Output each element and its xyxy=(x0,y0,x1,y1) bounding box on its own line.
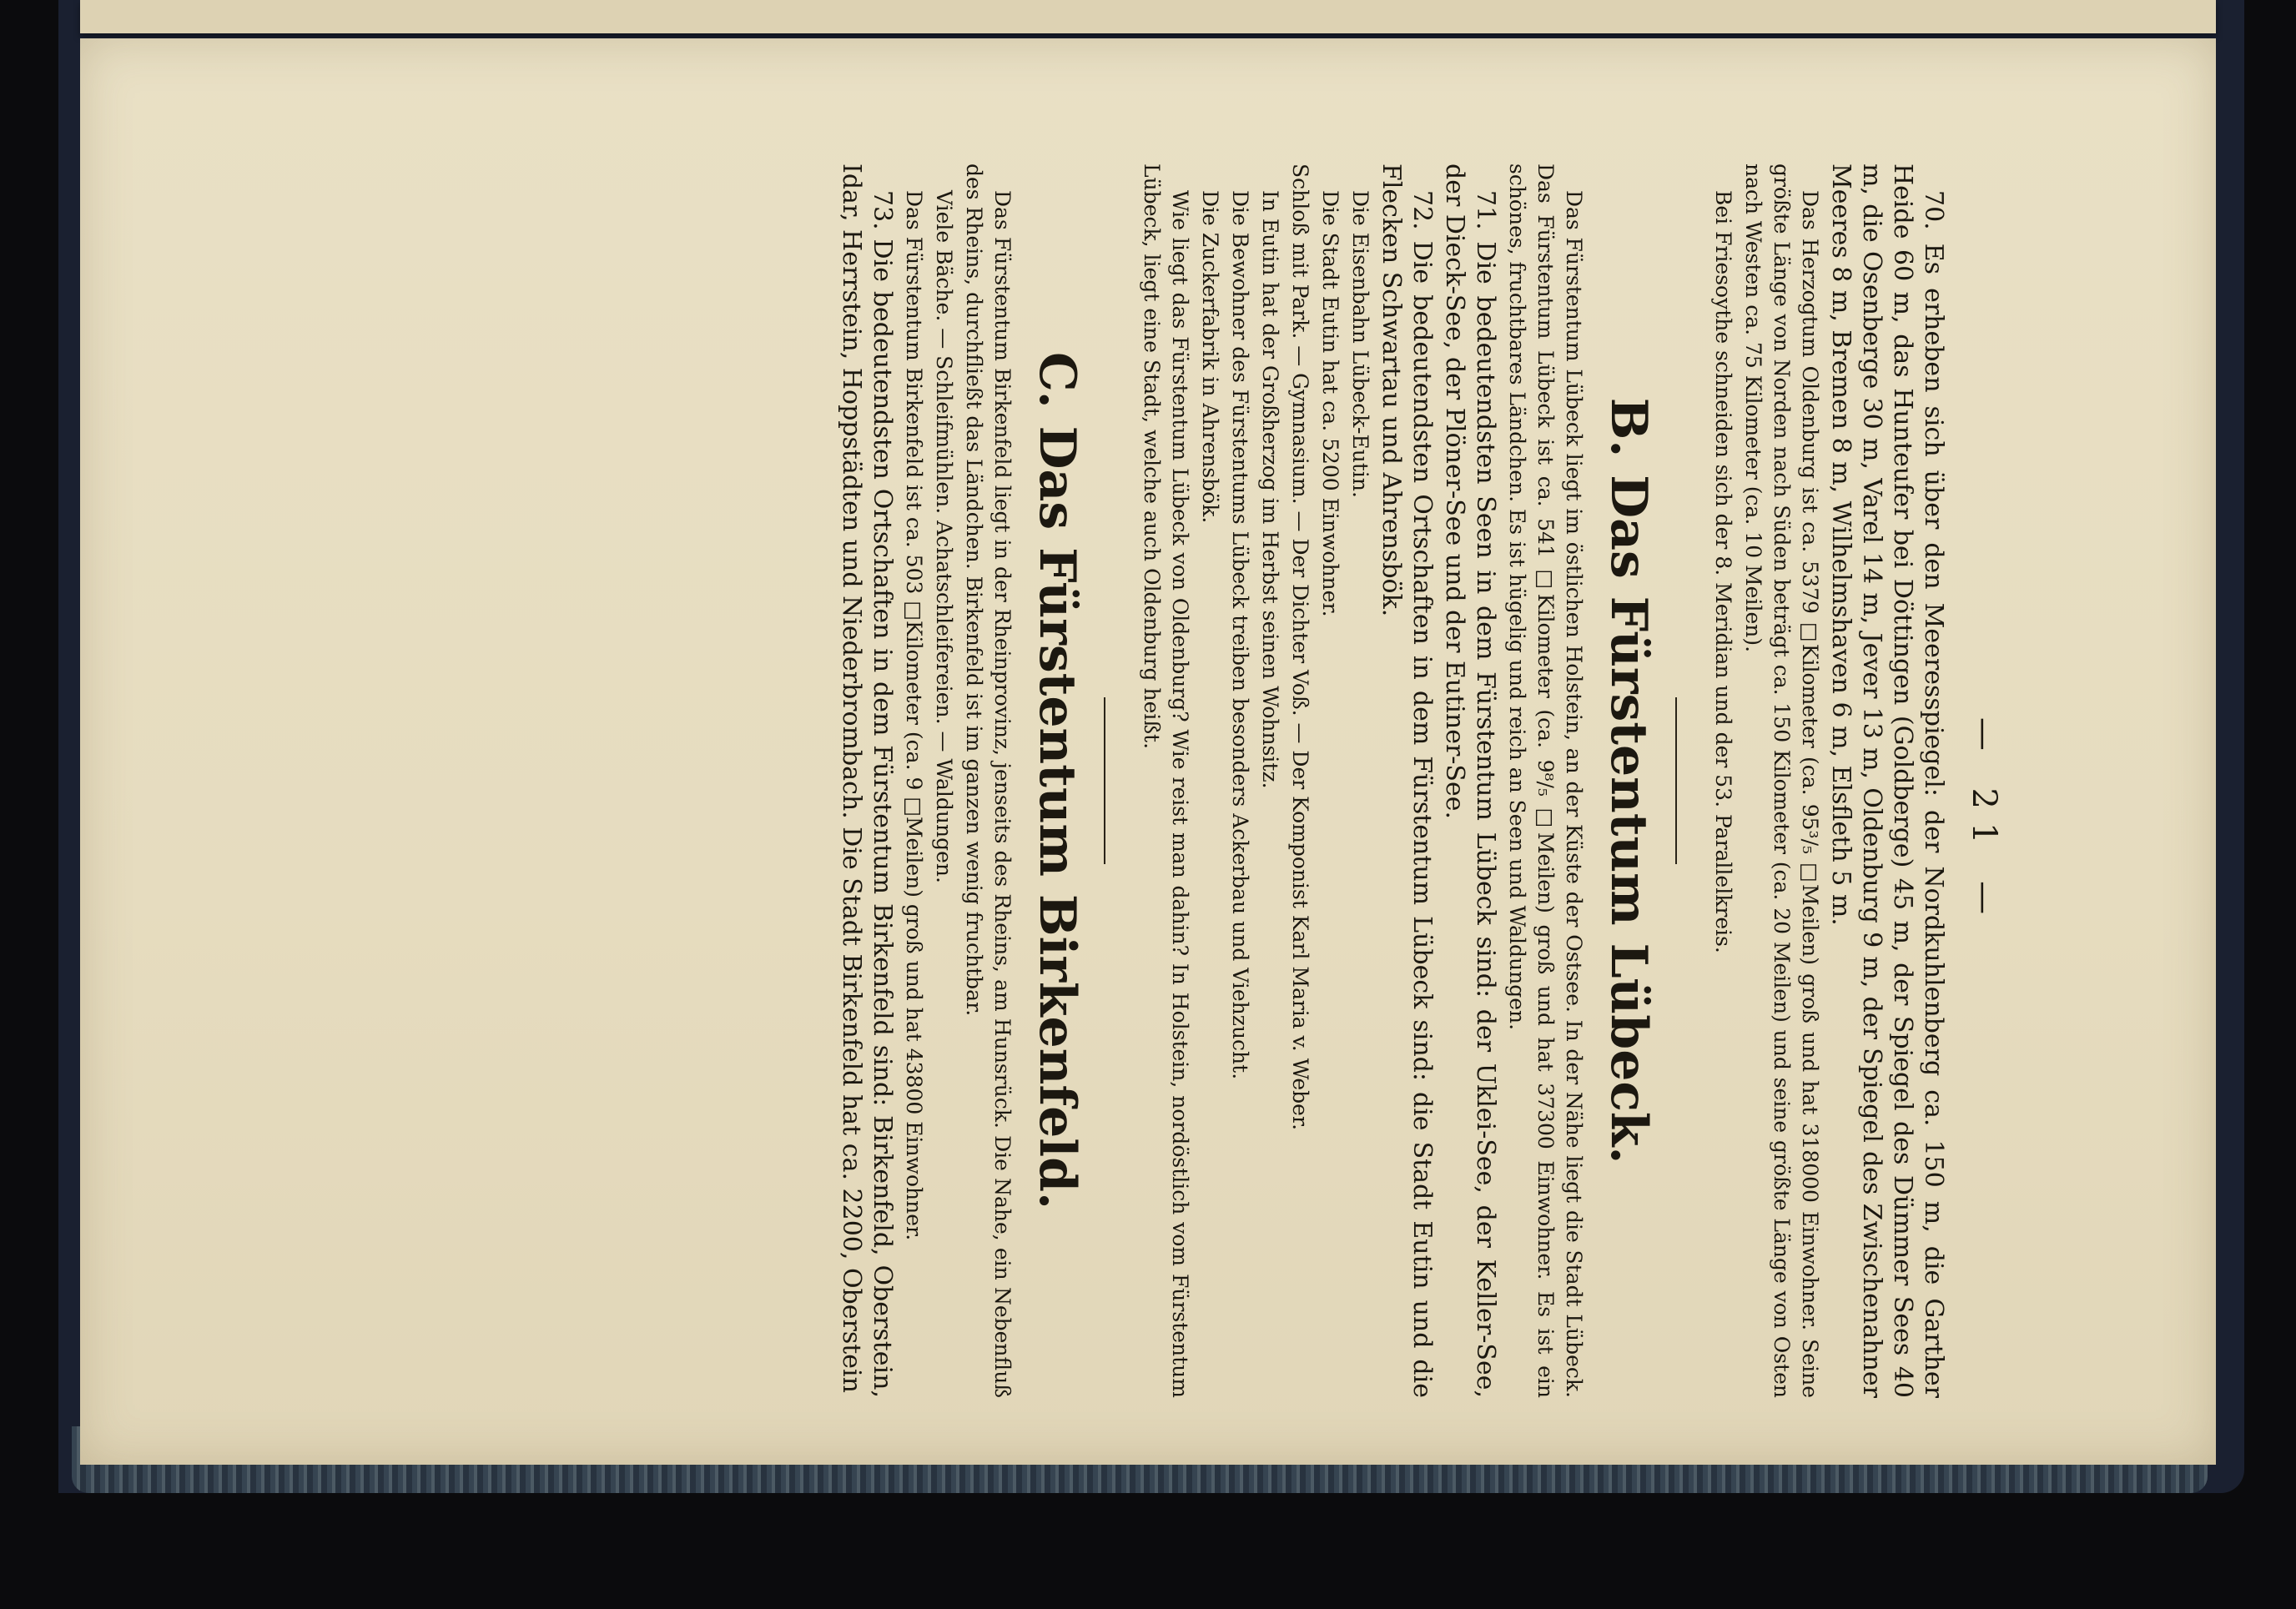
heading-luebeck: B. Das Fürstentum Lübeck. xyxy=(1599,397,1658,1164)
note-meridian: Bei Friesoythe schneiden sich der 8. Meridian und der 53. Parallelkreis. xyxy=(1711,190,1735,953)
note-sugar-factory: Die Zuckerfabrik in Ahrensbök. xyxy=(1198,190,1222,524)
rotated-text-frame xyxy=(305,163,2003,1398)
book-page xyxy=(80,38,2216,1465)
note-questions: Wie liegt das Fürstentum Lübeck von Oldenburg? Wie reist man dahin? In Holstein, nordöstlich vom Fürstentum Lübeck, liegt eine Stadt, welche auch Oldenburg heißt. xyxy=(1140,163,1192,1398)
paragraph-71: 71. Die bedeutendsten Seen in dem Fürstentum Lübeck sind: der Uklei-See, der Keller-See, der Dieck-See, der Plöner-See und der Eutiner-See. xyxy=(1440,163,1500,1398)
paragraph-73: 73. Die bedeutendsten Ortschaften in dem Fürstentum Birkenfeld sind: Birkenfeld, Oberstein, Idar, Herrstein, Hoppstädten und Niederbrombach. Die Stadt Birkenfeld hat ca. 2200, Oberstein xyxy=(837,163,897,1398)
paragraph-70: 70. Es erheben sich über den Meeresspiegel: der Nordkuhlenberg ca. 150 m, die Garther Heide 60 m, das Hunteufer bei Döttingen (Goldberge) 45 m, der Spiegel des Dümmer Sees 40 m, die Osenberge 30 m, Varel 14 m, Jever 13 m, Oldenburg 9 m, der Spiegel des Zwischenahner Meeres 8 m, Bremen 8 m, Wilhelmshaven 6 m, Elsfleth 5 m. xyxy=(1826,163,1948,1398)
page-number: — 21 — xyxy=(1965,717,2003,928)
note-eutin-population: Die Stadt Eutin hat ca. 5200 Einwohner. xyxy=(1318,190,1342,617)
note-grand-duke: In Eutin hat der Großherzog im Herbst seinen Wohnsitz. xyxy=(1258,190,1282,789)
section-divider-2 xyxy=(1104,697,1105,864)
note-railway: Die Eisenbahn Lübeck-Eutin. xyxy=(1348,190,1372,498)
paragraph-72: 72. Die bedeutendsten Ortschaften in dem Fürstentum Lübeck sind: die Stadt Eutin und die Flecken Schwartau und Ahrensbök. xyxy=(1377,163,1437,1398)
heading-birkenfeld: C. Das Fürstentum Birkenfeld. xyxy=(1028,352,1086,1209)
page-text xyxy=(834,163,1949,1398)
section-divider xyxy=(1675,697,1677,864)
note-agriculture: Die Bewohner des Fürstentums Lübeck treiben besonders Ackerbau und Viehzucht. xyxy=(1228,190,1252,1080)
underlying-page xyxy=(80,0,2216,33)
note-streams: Viele Bäche. — Schleifmühlen. Achatschleifereien. — Waldungen. xyxy=(932,190,956,883)
note-luebeck-location: Das Fürstentum Lübeck liegt im östlichen Holstein, an der Küste der Ostsee. In der Nähe liegt die Stadt Lübeck. Das Fürstentum Lübeck ist ca. 541 □Kilometer (ca. 9⁸/₅ □Meilen) groß und hat 37300 Einwohner. Es ist ein schönes, fruchtbares Ländchen. Es ist hügelig und reich an Seen und Waldungen. xyxy=(1505,163,1586,1398)
note-birkenfeld-location: Das Fürstentum Birkenfeld liegt in der Rheinprovinz, jenseits des Rheins, am Hunsrück. Die Nahe, ein Nebenfluß des Rheins, durchfließt das Ländchen. Birkenfeld ist im ganzen wenig fruchtbar. xyxy=(962,163,1015,1398)
note-birkenfeld-size: Das Fürstentum Birkenfeld ist ca. 503 □Kilometer (ca. 9 □Meilen) groß und hat 43800 Einwohner. xyxy=(902,190,926,1241)
note-eutin-sights: Schloß mit Park. — Gymnasium. — Der Dichter Voß. — Der Komponist Karl Maria v. Weber. xyxy=(1288,163,1312,1131)
note-oldenburg-size: Das Herzogtum Oldenburg ist ca. 5379 □Kilometer (ca. 95³/₅ □Meilen) groß und hat 318000 Einwohner. Seine größte Länge von Norden nach Süden beträgt ca. 150 Kilometer (ca. 20 Meilen) und seine größte Länge von Osten nach Westen ca. 75 Kilometer (ca. 10 Meilen). xyxy=(1741,163,1822,1398)
